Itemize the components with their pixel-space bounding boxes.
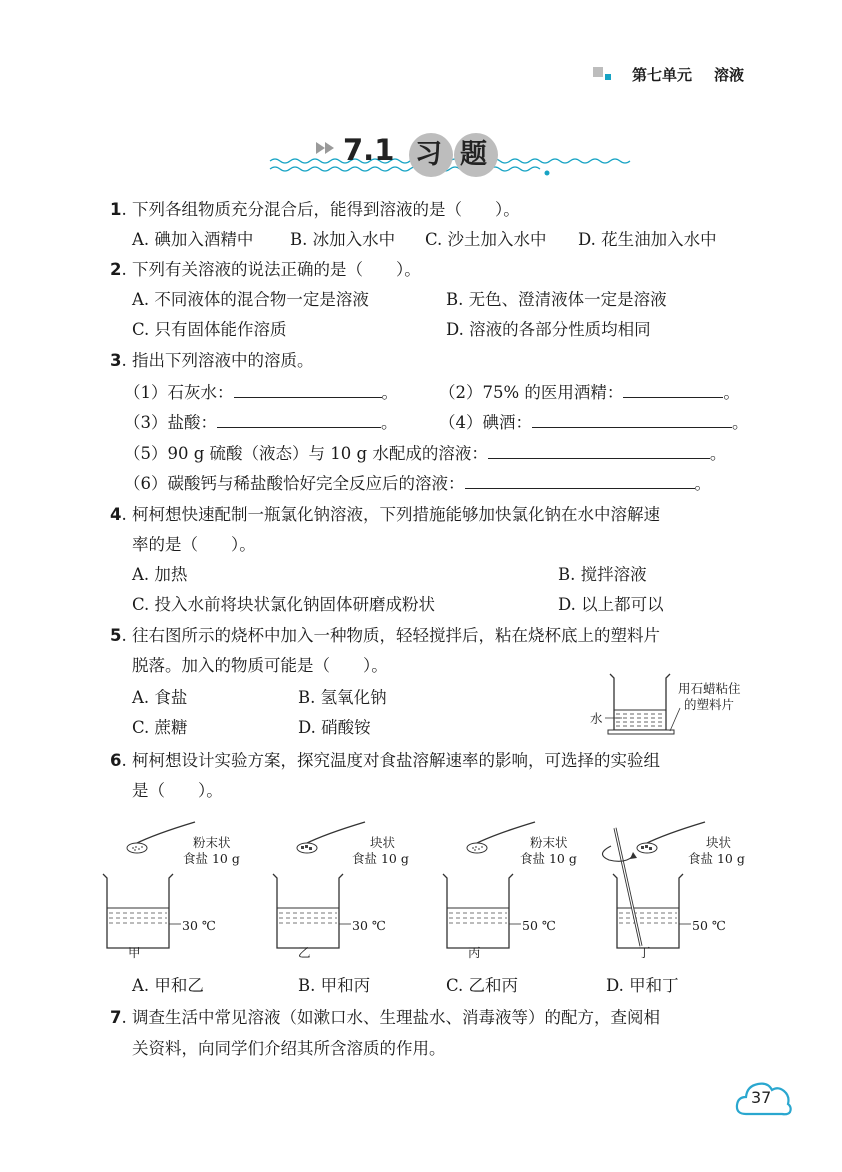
q5-stem-line-1 <box>110 625 660 647</box>
q6-setup-3-temp: 50 ℃ <box>522 918 556 933</box>
title-arrow-icon <box>316 142 325 154</box>
q3-period-4: 。 <box>732 413 749 432</box>
q4-option-c: C. 投入水前将块状氯化钠固体研磨成粉状 <box>132 595 436 614</box>
q1-stem <box>110 199 520 221</box>
q5-fig-label-1: 用石蜡粘住 <box>678 681 741 696</box>
q6-setup-4-salt-type: 块状 <box>706 835 732 850</box>
q2-stem <box>110 259 421 281</box>
q5-number: 5 <box>110 626 122 645</box>
q4-stem-text: . 柯柯想快速配制一瓶氯化钠溶液，下列措施能够加快氯化钠在水中溶解速 <box>121 505 660 524</box>
q3-item-1 <box>124 382 398 404</box>
title-wave-line-2 <box>270 167 540 171</box>
title-decoration <box>0 0 842 200</box>
q6-spoon-3 <box>475 822 535 844</box>
q6-setup-4-name: 丁 <box>638 945 651 960</box>
header-unit: 第七单元 <box>632 66 693 84</box>
q6-setup-4-temp: 50 ℃ <box>692 918 726 933</box>
q3-item-4-label: （4）碘酒： <box>439 413 532 432</box>
q3-stem <box>110 350 313 372</box>
q6-setup-1-salt-mass: 食盐 10 g <box>183 851 240 866</box>
q6-stem-text: . 柯柯想设计实验方案，探究温度对食盐溶解速率的影响，可选择的实验组 <box>121 751 660 770</box>
q1-number: 1 <box>110 200 122 219</box>
q6-spoon-2 <box>305 822 365 844</box>
q3-item-2 <box>439 382 740 404</box>
q4-option-a: A. 加热 <box>132 565 188 584</box>
q5-option-a: A. 食盐 <box>132 688 188 707</box>
title-dot <box>545 171 550 176</box>
q5-stem-line-2: 脱落。加入的物质可能是（ ）。 <box>132 656 388 675</box>
q6-setup-4 <box>602 822 705 948</box>
q2-stem-text: . 下列有关溶液的说法正确的是（ ）。 <box>121 260 421 279</box>
q4-option-b: B. 搅拌溶液 <box>558 565 647 584</box>
q6-setup-2-salt-type: 块状 <box>370 835 396 850</box>
q3-item-5-label: （5）90 g 硫酸（液态）与 10 g 水配成的溶液： <box>124 444 488 463</box>
q7-stem-text: . 调查生活中常见溶液（如漱口水、生理盐水、消毒液等）的配方，查阅相 <box>121 1008 660 1027</box>
q3-period-1: 。 <box>381 383 398 402</box>
q6-number: 6 <box>110 751 122 770</box>
q1-option-a: A. 碘加入酒精中 <box>132 230 254 249</box>
q6-setup-3-salt-type: 粉末状 <box>530 835 568 850</box>
q3-blank-6[interactable] <box>465 474 695 489</box>
page-number: 37 <box>751 1088 772 1107</box>
q3-period-3: 。 <box>381 413 398 432</box>
q5-option-d: D. 硝酸铵 <box>298 718 371 737</box>
q6-beaker-1 <box>103 874 173 948</box>
q7-stem-line-1 <box>110 1007 660 1029</box>
q5-option-b: B. 氢氧化钠 <box>298 688 387 707</box>
q5-sheet-pointer <box>670 708 680 731</box>
q6-spoon-1 <box>135 822 195 844</box>
q6-spoon-4 <box>645 822 705 844</box>
q1-option-d: D. 花生油加入水中 <box>578 230 717 249</box>
q3-item-3-label: （3）盐酸： <box>124 413 217 432</box>
q6-stem-line-1 <box>110 750 660 772</box>
q3-item-3 <box>124 412 398 434</box>
q6-stem-line-2: 是（ ）。 <box>132 781 223 800</box>
q7-stem-line-2: 关资料，向同学们介绍其所含溶质的作用。 <box>132 1039 446 1058</box>
q6-setup-2-salt-mass: 食盐 10 g <box>352 851 409 866</box>
q2-option-a: A. 不同液体的混合物一定是溶液 <box>132 290 369 309</box>
title-char-1: 习 <box>415 139 442 170</box>
title-arrow-icon-2 <box>325 142 334 154</box>
q6-stir-arrow <box>602 846 633 861</box>
q1-option-b: B. 冰加入水中 <box>290 230 396 249</box>
header-topic: 溶液 <box>714 66 745 84</box>
q5-stem-text: . 往右图所示的烧杯中加入一种物质，轻轻搅拌后，粘在烧杯底上的塑料片 <box>121 626 660 645</box>
q6-setup-1-temp: 30 ℃ <box>182 918 216 933</box>
q6-setup-3-salt-mass: 食盐 10 g <box>520 851 577 866</box>
q3-item-4 <box>439 412 749 434</box>
q3-item-5 <box>124 443 726 465</box>
title-char-2: 题 <box>460 139 487 170</box>
q5-fig-water: 水 <box>590 711 603 726</box>
q1-option-c: C. 沙土加入水中 <box>425 230 547 249</box>
q3-item-6 <box>124 473 711 495</box>
q3-period-2: 。 <box>723 383 740 402</box>
q6-option-a: A. 甲和乙 <box>132 976 204 995</box>
q3-item-6-label: （6）碳酸钙与稀盐酸恰好完全反应后的溶液： <box>124 474 465 493</box>
title-number: 7.1 <box>343 133 395 167</box>
q6-setup-1-name: 甲 <box>128 945 141 960</box>
q5-water-dashes <box>616 714 664 726</box>
q6-beaker-4 <box>613 874 683 948</box>
q3-blank-4[interactable] <box>532 413 732 428</box>
q3-number: 3 <box>110 351 122 370</box>
q6-setup-2-name: 乙 <box>298 945 311 960</box>
q2-option-b: B. 无色、澄清液体一定是溶液 <box>446 290 667 309</box>
q6-setup-4-salt-mass: 食盐 10 g <box>688 851 745 866</box>
q2-option-c: C. 只有固体能作溶质 <box>132 320 287 339</box>
q3-blank-2[interactable] <box>623 383 723 398</box>
q4-number: 4 <box>110 505 122 524</box>
q6-setup-3-name: 丙 <box>468 945 481 960</box>
q5-plastic-sheet <box>608 730 674 734</box>
q3-period-5: 。 <box>709 444 727 463</box>
q4-stem-line-2: 率的是（ ）。 <box>132 535 256 554</box>
q3-blank-1[interactable] <box>234 383 382 398</box>
q3-blank-5[interactable] <box>488 444 710 459</box>
q6-option-c: C. 乙和丙 <box>446 976 519 995</box>
q5-option-c: C. 蔗糖 <box>132 718 188 737</box>
q6-option-b: B. 甲和丙 <box>298 976 371 995</box>
q7-number: 7 <box>110 1008 122 1027</box>
q6-option-d: D. 甲和丁 <box>606 976 679 995</box>
q2-option-d: D. 溶液的各部分性质均相同 <box>446 320 651 339</box>
q6-setup-2-temp: 30 ℃ <box>352 918 386 933</box>
q6-beaker-2 <box>273 874 343 948</box>
q2-number: 2 <box>110 260 122 279</box>
q5-fig-label-2: 的塑料片 <box>684 697 735 712</box>
q3-item-1-label: （1）石灰水： <box>124 383 234 402</box>
q4-stem-line-1 <box>110 504 660 526</box>
q3-stem-text: . 指出下列溶液中的溶质。 <box>121 351 314 370</box>
q3-item-2-label: （2）75% 的医用酒精： <box>439 383 624 402</box>
q3-blank-3[interactable] <box>217 413 381 428</box>
q1-stem-text: . 下列各组物质充分混合后，能得到溶液的是（ ）。 <box>121 200 520 219</box>
q3-period-6: 。 <box>694 474 711 493</box>
q4-option-d: D. 以上都可以 <box>558 595 664 614</box>
q6-setup-1-salt-type: 粉末状 <box>193 835 231 850</box>
q6-beaker-3 <box>443 874 513 948</box>
